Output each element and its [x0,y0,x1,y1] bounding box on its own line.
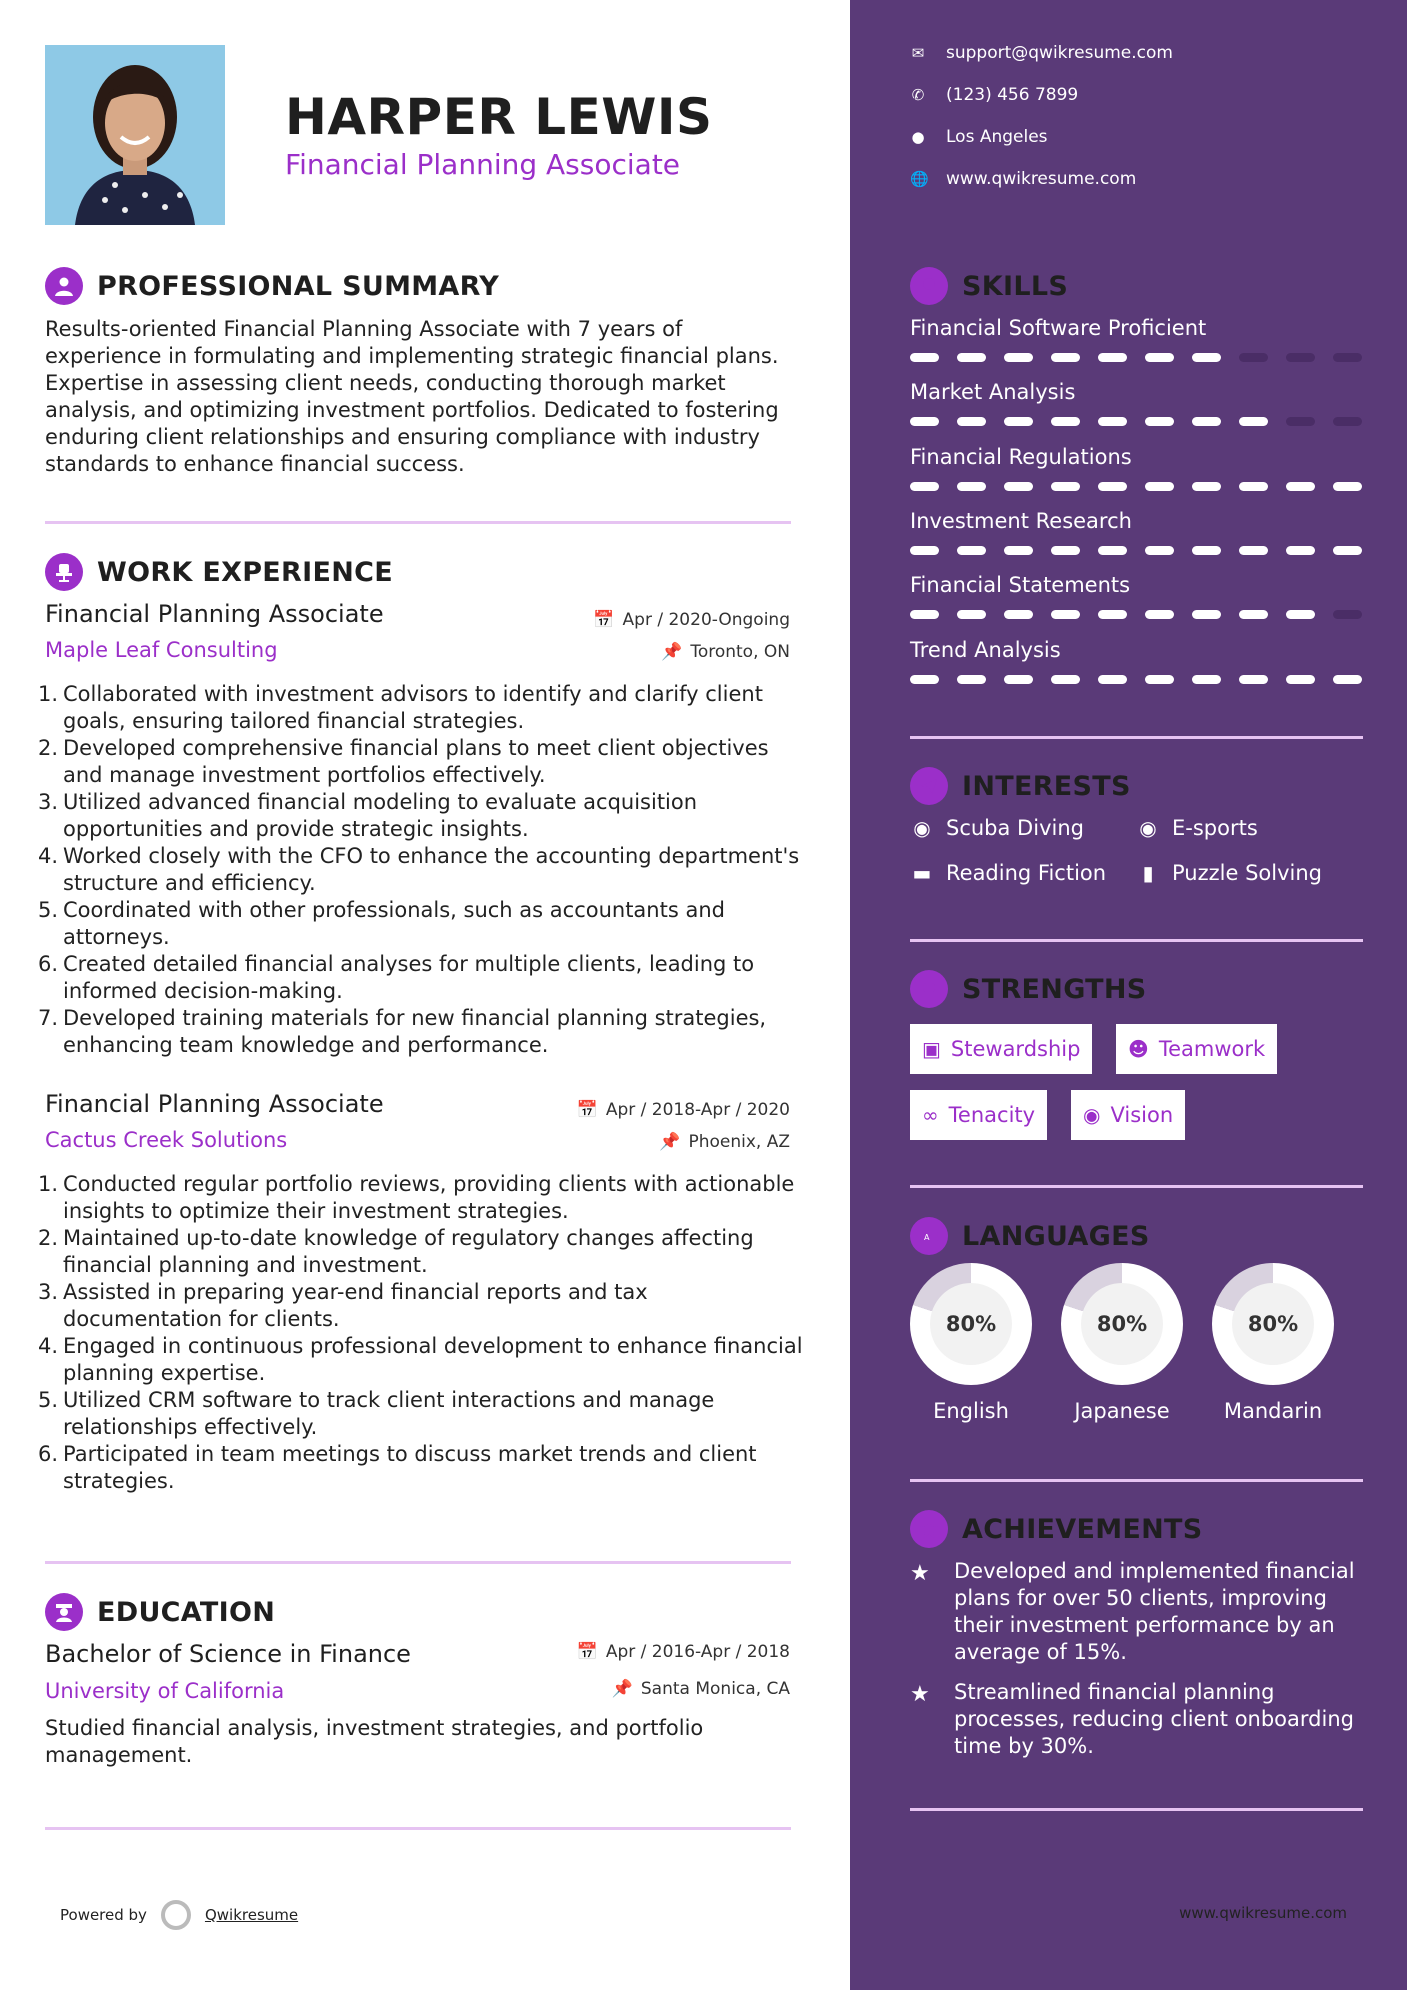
pin-icon: 📌 [661,642,683,662]
language-ring [1212,1263,1334,1385]
education-heading: EDUCATION [45,1593,275,1631]
skill-dash [957,546,986,555]
life-ring-icon: ◉ [913,816,931,840]
list-item: 1. Conducted regular portfolio reviews, providing clients with actionable insights to optimize their investment strategies. [38,1172,795,1223]
skill-level [910,675,1362,684]
skill-dash [957,353,986,362]
qwikresume-logo-icon [161,1900,191,1930]
list-item: 3. Utilized advanced financial modeling to evaluate acquisition opportunities and provide strategic insights. [38,790,698,841]
divider [910,1808,1363,1811]
strength-chip: ☻ Teamwork [1116,1024,1277,1074]
job-bullets [38,1171,808,1495]
list-item: 5. Utilized CRM software to track client interactions and manage relationships effectively. [38,1388,715,1439]
skill-dash [957,610,986,619]
skill-dash [1004,353,1033,362]
profile-photo [45,45,225,225]
divider [45,1561,791,1564]
strengths-heading: STRENGTHS [910,970,1147,1008]
skill-level [910,610,1362,619]
summary-text: Results-oriented Financial Planning Associate with 7 years of experience in formulating and implementing strategic financial plans. Expertise in assessing client needs, conducting thorough market analysis, and optimizing investment portfolios. Dedicated to fostering enduring client relationships and ensuring compliance with industry standards to enhance financial success. [45,317,779,476]
skill-dash [1145,417,1174,426]
user-icon [45,267,83,305]
skill-dash [1286,610,1315,619]
job-location: 📌 Phoenix, AZ [659,1132,790,1152]
calendar-icon: 📅 [593,610,615,630]
contact-location: ● Los Angeles [911,127,1048,147]
skill-dash [1333,482,1362,491]
skill-dash [1098,610,1127,619]
shooting-star-icon: ★ [910,1561,930,1586]
star-icon [910,1510,948,1548]
job-dates: 📅 Apr / 2018-Apr / 2020 [576,1100,790,1120]
skill-dash [910,675,939,684]
skill-dash [1192,610,1221,619]
contact-email[interactable]: ✉ support@qwikresume.com [911,43,1173,63]
skill-name: Market Analysis [910,380,1076,404]
skill-dash [1098,353,1127,362]
envelope-icon: ✉ [911,44,925,62]
briefcase-chair-icon [45,553,83,591]
skill-dash [957,675,986,684]
svg-text:A: A [924,1233,930,1242]
job-bullets [38,681,808,1059]
strength-chip: ▣ Stewardship [910,1024,1092,1074]
list-item: 2. Maintained up-to-date knowledge of regulatory changes affecting financial planning and investment. [38,1226,754,1277]
list-item: 6. Created detailed financial analyses for multiple clients, leading to informed decision-making. [38,952,755,1003]
candidate-title: Financial Planning Associate [285,148,681,181]
divider [910,939,1363,942]
skill-dash [1239,546,1268,555]
skill-name: Investment Research [910,509,1132,533]
skill-dash [1098,482,1127,491]
interest-item: ◉ Scuba Diving [910,816,1084,840]
language-percent: 80% [1081,1283,1163,1365]
skill-dash [1004,482,1033,491]
skill-dash [910,353,939,362]
skill-dash [1051,482,1080,491]
skill-dash [1192,353,1221,362]
pin-icon: 📌 [611,1679,633,1699]
skill-dash [1286,482,1315,491]
skill-name: Financial Regulations [910,445,1132,469]
skill-dash [1286,353,1315,362]
skill-level [910,417,1362,426]
skill-dash [1239,675,1268,684]
job-title: Financial Planning Associate [45,600,384,628]
skill-dash [1098,417,1127,426]
skill-dash [1333,546,1362,555]
strength-chip: ∞ Tenacity [910,1090,1047,1140]
list-item: 4. Worked closely with the CFO to enhance the accounting department's structure and efficiency. [38,844,800,895]
interest-item: ◉ E-sports [1136,816,1258,840]
map-pin-icon: ● [911,128,925,146]
lightbulb-icon [910,267,948,305]
divider [910,1479,1363,1482]
graduate-icon [45,1593,83,1631]
list-item: 3. Assisted in preparing year-end financial reports and tax documentation for clients. [38,1280,648,1331]
language-name: Japanese [1074,1399,1170,1423]
interest-item: ▬ Reading Fiction [910,861,1106,885]
job-title: Financial Planning Associate [45,1090,384,1118]
book-icon: ▮ [1142,861,1154,885]
phone-icon: ✆ [911,86,925,104]
list-item: 5. Coordinated with other professionals, such as accountants and attorneys. [38,898,725,949]
skill-dash [1098,546,1127,555]
achievements-heading: ACHIEVEMENTS [910,1510,1203,1548]
job-company: Cactus Creek Solutions [45,1128,288,1152]
skill-dash [1239,353,1268,362]
skill-dash [1286,546,1315,555]
skill-dash [910,482,939,491]
skill-dash [957,482,986,491]
skill-name: Trend Analysis [910,638,1061,662]
list-item: 1. Collaborated with investment advisors to identify and clarify client goals, ensuring tailored financial strategies. [38,682,763,733]
users-icon: ☻ [1128,1037,1149,1061]
skill-dash [910,417,939,426]
skill-dash [1145,546,1174,555]
strength-chip: ◉ Vision [1071,1090,1185,1140]
degree-title: Bachelor of Science in Finance [45,1640,411,1668]
list-item: 6. Participated in team meetings to discuss market trends and client strategies. [38,1442,757,1493]
skill-dash [1192,417,1221,426]
skill-dash [1192,675,1221,684]
experience-heading: WORK EXPERIENCE [45,553,393,591]
skill-dash [1051,610,1080,619]
skill-dash [1192,482,1221,491]
skill-dash [1333,610,1362,619]
pin-icon: 📌 [659,1132,681,1152]
skill-dash [1286,675,1315,684]
skill-dash [957,417,986,426]
candidate-name: HARPER LEWIS [285,88,713,146]
language-ring [910,1263,1032,1385]
skills-heading: SKILLS [910,267,1068,305]
skill-dash [1051,546,1080,555]
achievement-item: ★ Developed and implemented financial plans for over 50 clients, improving their investment performance by an average of 15%. [910,1559,1355,1664]
language-percent: 80% [1232,1283,1314,1365]
languages-heading: A LANGUAGES [910,1217,1150,1255]
skill-dash [1051,417,1080,426]
skill-name: Financial Statements [910,573,1131,597]
skill-name: Financial Software Proficient [910,316,1207,340]
skill-dash [1004,610,1033,619]
divider [45,1827,791,1830]
skill-dash [1333,417,1362,426]
skill-dash [1239,417,1268,426]
skill-dash [1051,675,1080,684]
skill-level [910,546,1362,555]
footer-website[interactable]: www.qwikresume.com [1179,1904,1347,1922]
divider [910,1185,1363,1188]
education-description: Studied financial analysis, investment strategies, and portfolio management. [45,1716,704,1767]
skill-level [910,482,1362,491]
list-item: 7. Developed training materials for new financial planning strategies, enhancing team knowledge and performance. [38,1006,767,1057]
divider [45,521,791,524]
education-location: 📌 Santa Monica, CA [611,1679,790,1699]
school-name: University of California [45,1679,285,1703]
calendar-icon: 📅 [576,1642,598,1662]
briefcase-icon: ▣ [922,1037,941,1061]
achievement-item: ★ Streamlined financial planning processes, reducing client onboarding time by 30%. [910,1680,1354,1758]
skill-dash [1145,482,1174,491]
globe-icon: 🌐 [910,170,929,188]
binoculars-icon: ◉ [1083,1103,1101,1127]
language-ring [1061,1263,1183,1385]
skill-dash [1286,417,1315,426]
calendar-icon: 📅 [576,1100,598,1120]
skill-dash [1145,675,1174,684]
skill-dash [1145,610,1174,619]
skill-dash [910,610,939,619]
link-icon: ∞ [922,1103,939,1127]
skill-dash [1004,417,1033,426]
list-item: 4. Engaged in continuous professional development to enhance financial planning expertise. [38,1334,803,1385]
shooting-star-icon: ★ [910,1682,930,1707]
summary-heading: PROFESSIONAL SUMMARY [45,267,499,305]
footer-powered-by: Powered by Qwikresume [60,1900,298,1930]
qwikresume-link[interactable]: Qwikresume [204,1906,299,1924]
paper-plane-icon [910,767,948,805]
divider [910,736,1363,739]
skill-dash [1145,353,1174,362]
language-icon [910,1217,948,1255]
contact-website[interactable]: 🌐 www.qwikresume.com [910,169,1137,189]
list-item: 2. Developed comprehensive financial plans to meet client objectives and manage investment portfolios effectively. [38,736,769,787]
skill-dash [1192,546,1221,555]
job-dates: 📅 Apr / 2020-Ongoing [593,610,790,630]
skill-dash [1004,675,1033,684]
skill-dash [1239,610,1268,619]
skill-dash [1333,353,1362,362]
language-name: Mandarin [1223,1399,1323,1423]
skill-dash [1051,353,1080,362]
skill-dash [1239,482,1268,491]
job-company: Maple Leaf Consulting [45,638,278,662]
life-ring-icon: ◉ [1139,816,1157,840]
interests-heading: INTERESTS [910,767,1131,805]
skill-dash [1098,675,1127,684]
interest-item: ▮ Puzzle Solving [1136,861,1322,885]
job-location: 📌 Toronto, ON [661,642,790,662]
language-name: English [933,1399,1009,1423]
education-dates: 📅 Apr / 2016-Apr / 2018 [576,1642,790,1662]
skill-dash [1004,546,1033,555]
skill-dash [1333,675,1362,684]
skill-dash [910,546,939,555]
contact-phone: ✆ (123) 456 7899 [911,85,1079,105]
skill-level [910,353,1362,362]
language-percent: 80% [930,1283,1012,1365]
gamepad-icon: ▬ [912,861,932,885]
fist-icon [910,970,948,1008]
